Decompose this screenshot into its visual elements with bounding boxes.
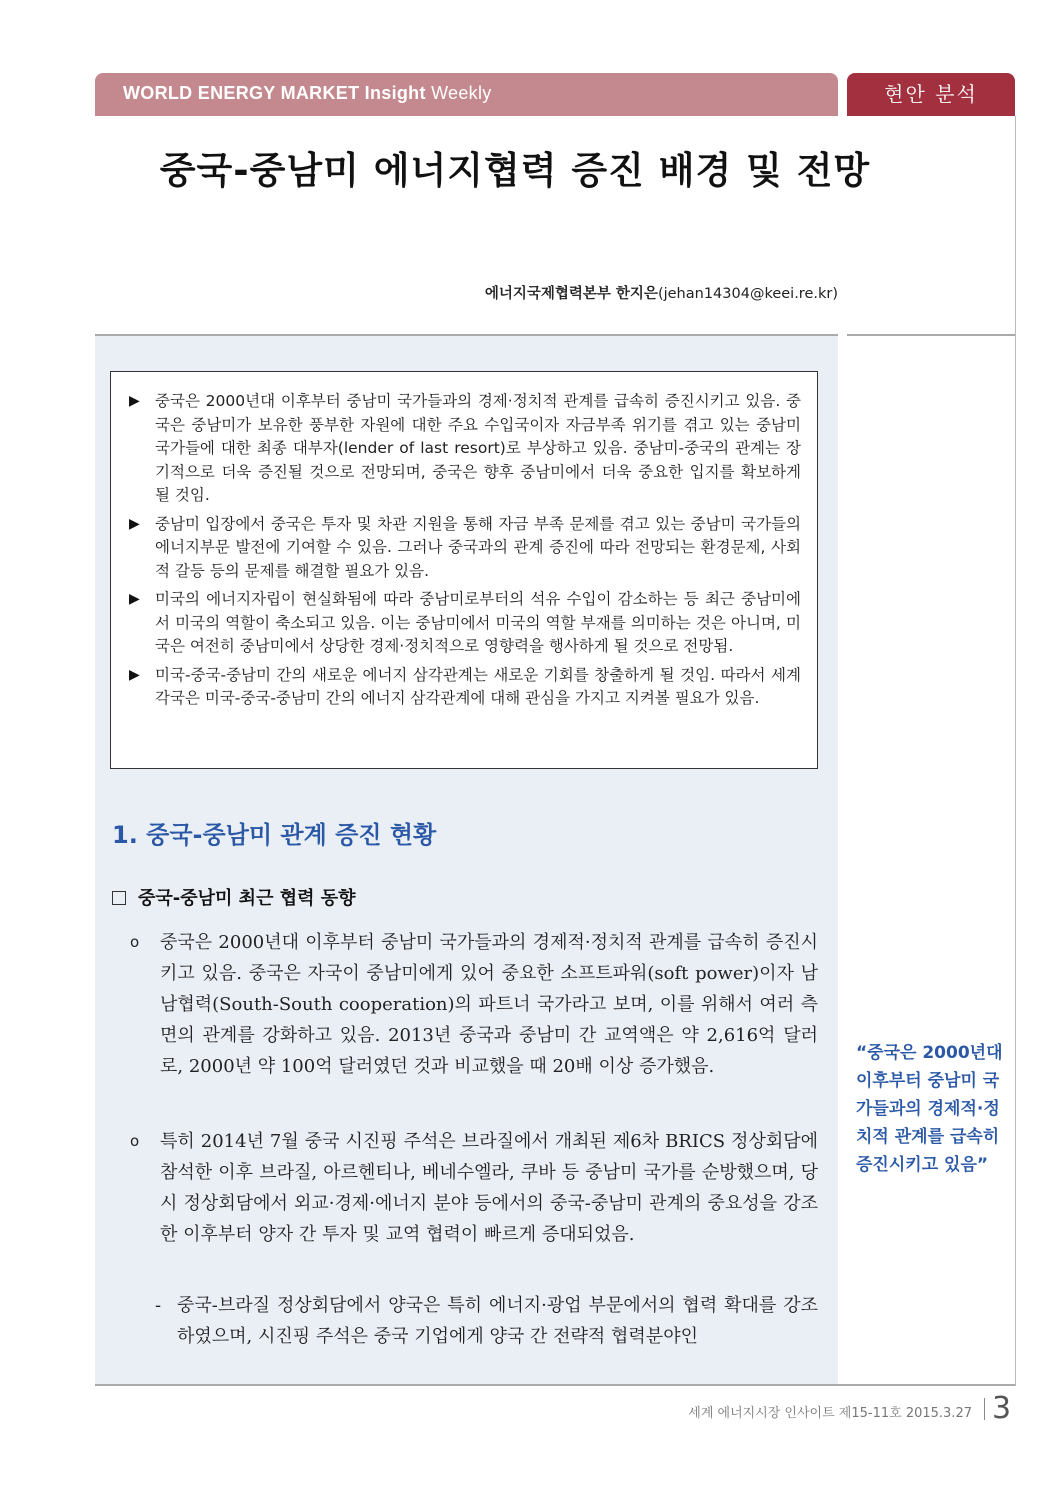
subsection-label: 중국-중남미 최근 협력 동향 xyxy=(138,888,356,909)
summary-text: 중남미 입장에서 중국은 투자 및 차관 지원을 통해 자금 부족 문제를 겪고 있는 중남미 국가들의 에너지부문 발전에 기여할 수 있음. 그러나 중국과의 관계 증진에 따라 전망되는 환경문제, 사회적 갈등 등의 문제를 해결할 필요가 있음. xyxy=(155,514,801,580)
pull-quote: “중국은 2000년대 이후부터 중남미 국가들과의 경제적·정치적 관계를 급속히 증진시키고 있음” xyxy=(856,1043,1003,1175)
paragraph-text: 중국-브라질 정상회담에서 양국은 특히 에너지·광업 부문에서의 협력 확대를 강조하였으며, 시진핑 주석은 중국 기업에게 양국 간 전략적 협력분야인 xyxy=(177,1295,818,1347)
article-title: 중국-중남미 에너지협력 증진 배경 및 전망 xyxy=(159,149,871,192)
summary-item xyxy=(129,588,801,659)
summary-item xyxy=(129,513,801,584)
summary-box xyxy=(110,371,818,769)
summary-text: 미국-중국-중남미 간의 새로운 에너지 삼각관계는 새로운 기회를 창출하게 될 것임. 따라서 세계 각국은 미국-중국-중남미 간의 에너지 삼각관계에 대해 관심을 가지고 지켜볼 필요가 있음. xyxy=(155,665,801,707)
divider-bottom xyxy=(95,1384,1015,1386)
circle-bullet-icon: o xyxy=(130,933,140,951)
arrow-bullet-icon: ▶ xyxy=(129,591,140,607)
checkbox-square-icon xyxy=(112,891,126,905)
author-email: (jehan14304@keei.re.kr) xyxy=(657,286,838,302)
sub-bullet-paragraph xyxy=(155,1290,818,1352)
footer-publication: 세계 에너지시장 인사이트 제15-11호 2015.3.27 xyxy=(688,1406,972,1421)
section-heading: 1. 중국-중남미 관계 증진 현황 xyxy=(112,821,437,849)
brand-weekly: Weekly xyxy=(431,83,492,103)
body-paragraph xyxy=(130,927,818,1082)
circle-bullet-icon: o xyxy=(130,1132,140,1150)
body-paragraph xyxy=(130,1126,818,1250)
dash-bullet: - xyxy=(155,1295,162,1316)
footer-separator xyxy=(984,1398,985,1420)
header-bar xyxy=(95,73,838,116)
right-margin-rule xyxy=(1015,116,1016,1386)
summary-item xyxy=(129,664,801,711)
category-tab: 현안 분석 xyxy=(847,73,1015,116)
arrow-bullet-icon: ▶ xyxy=(129,515,140,532)
divider-top-right xyxy=(847,334,1015,336)
brand-title xyxy=(123,83,492,104)
summary-text: 미국의 에너지자립이 현실화됨에 따라 중남미로부터의 석유 수입이 감소하는 등 최근 중남미에서 미국의 역할이 축소되고 있음. 이는 중남미에서 미국의 역할 부재를 의미하는 것은 아니며, 미국은 여전히 중남미에서 상당한 경제·정치적으로 영향력을 행사하게 될 것으로 전망됨. xyxy=(155,590,801,655)
page-number: 3 xyxy=(992,1391,1012,1426)
summary-text: 중국은 2000년대 이후부터 중남미 국가들과의 경제·정치적 관계를 급속히 증진시키고 있음. 중국은 중남미가 보유한 풍부한 자원에 대한 주요 수입국이자 자금부족 위기를 겪고 있는 중남미 국가들에 대한 최종 대부자(lender of last resort)로 부상하고 있음. 중남미-중국의 관계는 장기적으로 더욱 증진될 것으로 전망되며, 중국은 향후 중남미에서 더욱 중요한 입지를 확보하게 될 것임. xyxy=(155,392,801,504)
brand-main: WORLD ENERGY MARKET Insight xyxy=(123,83,426,103)
author-org: 에너지국제협력본부 한지은 xyxy=(484,286,658,302)
paragraph-text: 특히 2014년 7월 중국 시진핑 주석은 브라질에서 개최된 제6차 BRICS 정상회담에 참석한 이후 브라질, 아르헨티나, 베네수엘라, 쿠바 등 중남미 국가를 순방했으며, 당시 정상회담에서 외교·경제·에너지 분야 등에서의 중국-중남미 관계의 중요성을 강조한 이후부터 양자 간 투자 및 교역 협력이 빠르게 증대되었음. xyxy=(160,1131,818,1245)
arrow-bullet-icon: ▶ xyxy=(129,393,140,409)
author-line xyxy=(485,282,838,303)
arrow-bullet-icon: ▶ xyxy=(129,666,140,683)
summary-item xyxy=(129,390,801,508)
subsection-heading xyxy=(112,884,356,910)
paragraph-text: 중국은 2000년대 이후부터 중남미 국가들과의 경제적·정치적 관계를 급속히 증진시키고 있음. 중국은 자국이 중남미에게 있어 중요한 소프트파워(soft power)이자 남남협력(South-South cooperation)의 파트너 국가라고 보며, 이를 위해서 여러 측면의 관계를 강화하고 있음. 2013년 중국과 중남미 간 교역액은 약 2,616억 달러로, 2000년 약 100억 달러였던 것과 비교했을 때 20배 이상 증가했음. xyxy=(160,932,818,1077)
